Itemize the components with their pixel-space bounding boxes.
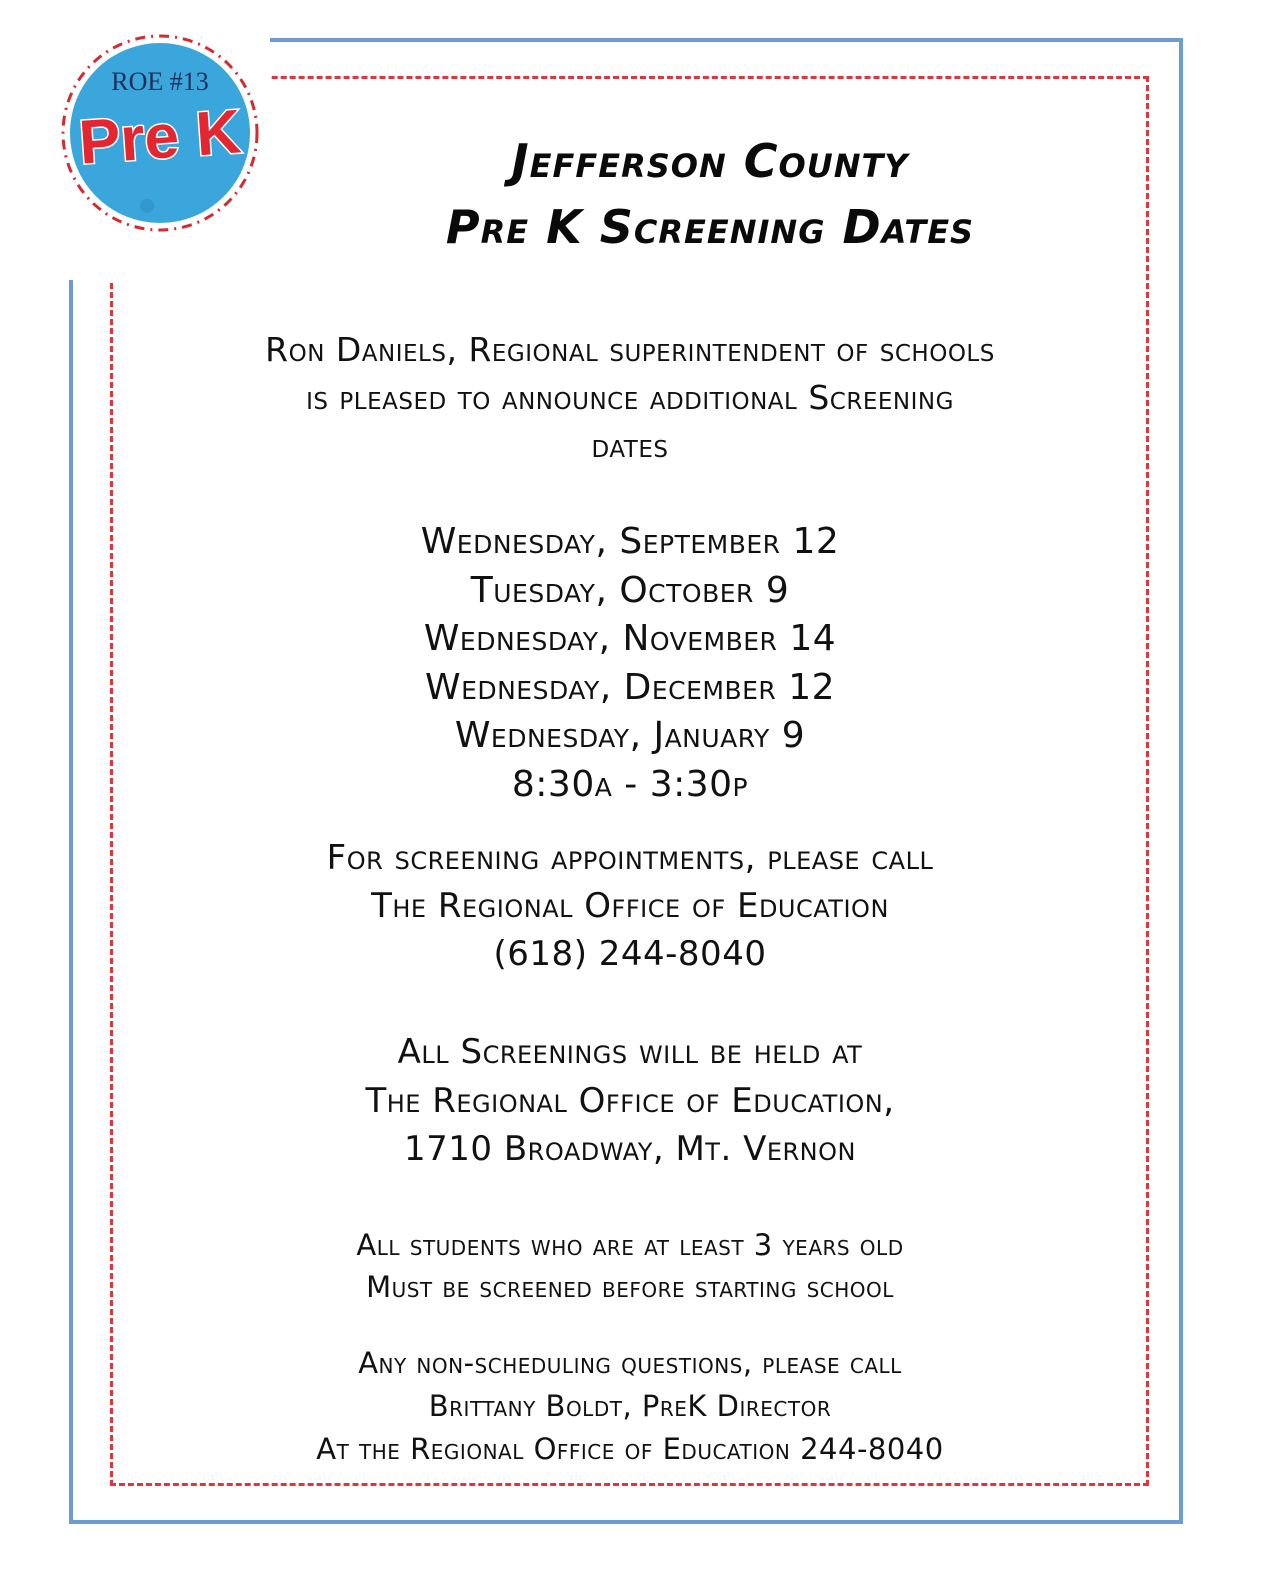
appointment-line: The Regional Office of Education [371,886,889,926]
requirement-line: Must be screened before starting school [366,1270,894,1304]
appointment-phone: (618) 244-8040 [493,934,767,974]
questions-line: At the Regional Office of Education 244-8040 [316,1432,944,1466]
screening-requirement [115,1224,1145,1308]
requirement-line: All students who are at least 3 years old [356,1228,904,1262]
intro-line: is pleased to announce additional Screening [306,378,954,417]
page-title-line-2: Pre K Screening Dates [445,200,975,254]
date-item: Wednesday, January 9 [454,715,806,756]
intro-line: dates [591,426,669,465]
questions-line: Any non-scheduling questions, please call [358,1346,902,1380]
screening-time: 8:30a - 3:30p [511,763,749,805]
questions-contact [115,1342,1145,1471]
logo-dot [140,199,154,213]
intro-line: Ron Daniels, Regional superintendent of schools [265,330,995,369]
announcement-intro [115,326,1145,470]
logo-main-text: Pre K [76,97,244,178]
page-title-line-1: Jefferson County [511,134,909,188]
appointment-line: For screening appointments, please call [326,838,934,878]
location-address: 1710 Broadway, Mt. Vernon [404,1129,856,1169]
appointment-info [115,834,1145,978]
date-item: Wednesday, September 12 [420,521,840,562]
questions-line: Brittany Boldt, PreK Director [428,1389,832,1423]
date-item: Wednesday, December 12 [424,666,836,708]
screening-dates [115,518,1145,809]
logo-top-text: ROE #13 [111,67,209,96]
roe-prek-logo [55,28,265,238]
location-info [115,1028,1145,1174]
date-item: Wednesday, November 14 [423,618,837,659]
date-item: Tuesday, October 9 [470,569,790,611]
location-line: The Regional Office of Education, [365,1080,895,1121]
location-line: All Screenings will be held at [397,1032,863,1072]
